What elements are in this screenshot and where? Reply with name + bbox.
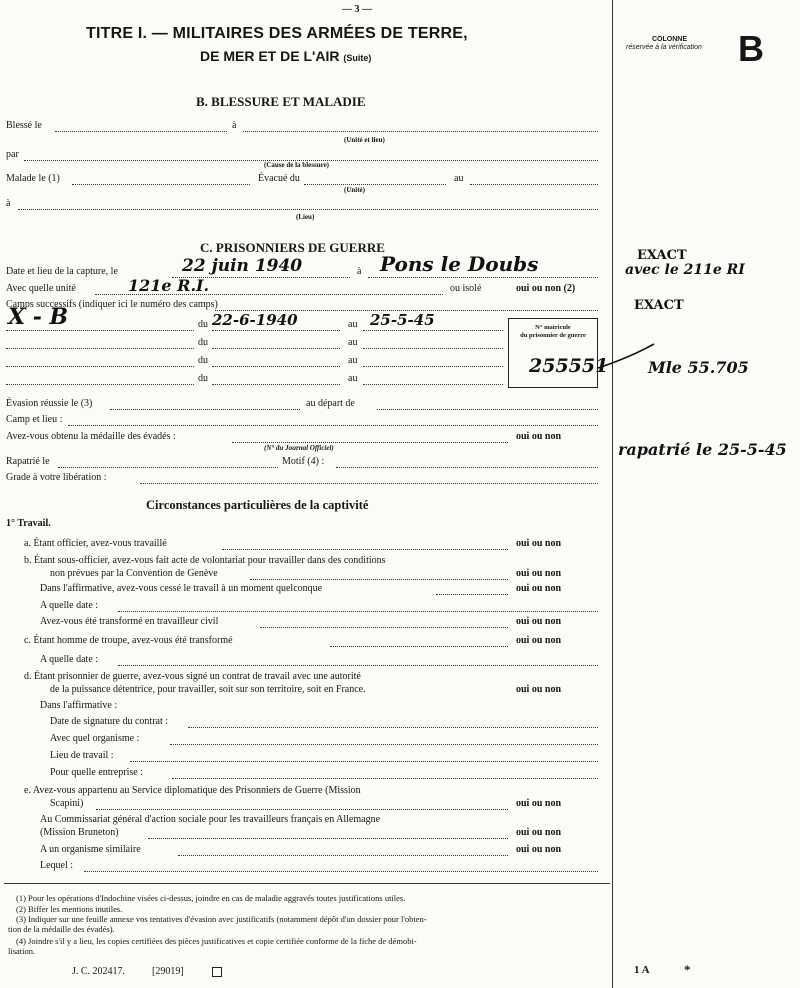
field-au-3[interactable] xyxy=(363,366,503,367)
field-quelle-date[interactable] xyxy=(118,611,598,612)
label-similaire: A un organisme similaire xyxy=(40,844,141,855)
handwritten-unit: 121e R.I. xyxy=(128,276,210,295)
oui-ou-non-commissariat[interactable]: oui ou non xyxy=(516,827,562,838)
label-motif: Motif (4) : xyxy=(282,456,325,467)
field-motif[interactable] xyxy=(336,467,598,468)
field-e[interactable] xyxy=(96,809,508,810)
field-camp-lieu[interactable] xyxy=(68,425,598,426)
footnote-1: (1) Pour les opérations d'Indochine visées ci-dessus, joindre en cas de maladie aggravés toutes justifications utiles. xyxy=(16,893,406,903)
label-camp-lieu: Camp et lieu : xyxy=(6,414,63,425)
footer-ref: J. C. 202417. xyxy=(72,966,126,977)
label-b-line2: non prévues par la Convention de Genève xyxy=(50,568,218,579)
label-lequel: Lequel : xyxy=(40,860,74,871)
oui-ou-non-a[interactable]: oui ou non xyxy=(516,538,562,549)
label-medaille: Avez-vous obtenu la médaille des évadés : xyxy=(6,431,176,442)
oui-ou-non-cesse[interactable]: oui ou non xyxy=(516,583,562,594)
label-du: du xyxy=(198,373,208,384)
oui-ou-non-c[interactable]: oui ou non xyxy=(516,635,562,646)
section-c-title: C. PRISONNIERS DE GUERRE xyxy=(200,240,385,255)
label-malade-le: Malade le (1) xyxy=(6,173,60,184)
footer-star: * xyxy=(684,962,691,977)
field-au-2[interactable] xyxy=(363,348,503,349)
field-organisme[interactable] xyxy=(170,744,598,745)
field-a-officier[interactable] xyxy=(222,549,508,550)
field-au-4[interactable] xyxy=(363,384,503,385)
label-du: du xyxy=(198,337,208,348)
field-quelle-date-2[interactable] xyxy=(118,665,598,666)
label-rapatrie: Rapatrié le xyxy=(6,456,50,467)
field-du-1[interactable] xyxy=(212,330,340,331)
column-divider xyxy=(612,0,613,988)
oui-ou-non-transforme[interactable]: oui ou non xyxy=(516,616,562,627)
field-evacue-au[interactable] xyxy=(470,184,598,185)
handwritten-capture-date: 22 juin 1940 xyxy=(182,256,303,276)
footer-page-code: 1 A xyxy=(634,964,650,976)
page-subtitle: DE MER ET DE L'AIR (Suite) xyxy=(200,48,372,64)
field-du-4[interactable] xyxy=(212,384,340,385)
footnote-3b: tion de la médaille des évadés). xyxy=(8,924,115,934)
label-commissariat-2: (Mission Bruneton) xyxy=(40,827,119,838)
label-commissariat-1: Au Commissariat général d'action sociale pour les travailleurs français en Allemagne xyxy=(40,814,381,825)
field-lequel[interactable] xyxy=(84,871,598,872)
oui-ou-non-2[interactable]: oui ou non (2) xyxy=(516,283,576,294)
footnote-2: (2) Biffer les mentions inutiles. xyxy=(16,904,123,914)
label-evasion: Évasion réussie le (3) xyxy=(6,398,93,409)
field-au-1[interactable] xyxy=(363,330,503,331)
field-similaire[interactable] xyxy=(178,855,508,856)
label-d-line2: de la puissance détentrice, pour travailler, soit sur son territoire, soit en France. xyxy=(50,684,366,695)
label-b-cesse: Dans l'affirmative, avez-vous cessé le travail à un moment quelconque xyxy=(40,583,323,594)
field-transforme[interactable] xyxy=(260,627,508,628)
caption-cause: (Cause de la blessure) xyxy=(264,161,330,169)
oui-ou-non-similaire[interactable]: oui ou non xyxy=(516,844,562,855)
label-travail: 1° Travail. xyxy=(6,518,51,529)
label-b-line1: b. Étant sous-officier, avez-vous fait acte de volontariat pour travailler dans des conditions xyxy=(24,555,386,566)
oui-ou-non-d[interactable]: oui ou non xyxy=(516,684,562,695)
label-d-line1: d. Étant prisonnier de guerre, avez-vous signé un contrat de travail avec une autorité xyxy=(24,671,361,682)
label-du: du xyxy=(198,319,208,330)
label-quelle-date-2: A quelle date : xyxy=(40,654,99,665)
oui-ou-non-b[interactable]: oui ou non xyxy=(516,568,562,579)
handwritten-du-date: 22-6-1940 xyxy=(212,311,298,329)
label-avec-quelle-unite: Avec quelle unité xyxy=(6,283,76,294)
label-au: au xyxy=(348,319,358,330)
caption-unite: (Unité) xyxy=(344,186,365,194)
field-du-2[interactable] xyxy=(212,348,340,349)
field-camp-1[interactable] xyxy=(6,330,194,331)
handwritten-capture-place: Pons le Doubs xyxy=(380,252,539,276)
label-camps: Camps successifs (indiquer ici le numéro des camps) xyxy=(6,299,218,310)
footnote-3a: (3) Indiquer sur une feuille annexe vos tentatives d'évasion avec justificatifs (notamment dépôt d'un dossier pour l'obten- xyxy=(16,914,427,924)
label-entreprise: Pour quelle entreprise : xyxy=(50,767,144,778)
column-header-sub: réservée à la vérification xyxy=(626,44,702,51)
label-a-officier: a. Étant officier, avez-vous travaillé xyxy=(24,538,167,549)
field-commissariat[interactable] xyxy=(148,838,508,839)
footnote-4a: (4) Joindre s'il y a lieu, les copies certifiées des pièces justificatives et copie certifiée conforme de la fiche de démobi- xyxy=(16,936,417,946)
label-au: au xyxy=(348,355,358,366)
footnote-4b: lisation. xyxy=(8,946,36,956)
footer-code: [29019] xyxy=(152,966,184,977)
field-medaille[interactable] xyxy=(232,442,508,443)
field-blesse-le[interactable] xyxy=(55,131,227,132)
matricule-box-sub: du prisonnier de guerre xyxy=(520,332,586,339)
label-au: au xyxy=(454,173,464,184)
stamp-exact-1: EXACT xyxy=(637,248,687,263)
oui-ou-non-medaille[interactable]: oui ou non xyxy=(516,431,562,442)
field-capture-place[interactable] xyxy=(368,277,598,278)
caption-journal: (N° du Journal Officiel) xyxy=(264,444,334,452)
label-grade: Grade à votre libération : xyxy=(6,472,107,483)
field-blesse-a[interactable] xyxy=(243,131,598,132)
label-du: du xyxy=(198,355,208,366)
label-blesse-le: Blessé le xyxy=(6,120,42,131)
field-rapatrie[interactable] xyxy=(58,467,278,468)
label-a: à xyxy=(232,120,237,131)
oui-ou-non-e[interactable]: oui ou non xyxy=(516,798,562,809)
handwritten-exact-note: avec le 211e RI xyxy=(625,262,745,278)
column-header: COLONNE xyxy=(652,36,687,43)
field-camp-4[interactable] xyxy=(6,384,194,385)
footnote-rule xyxy=(4,883,610,884)
field-depart[interactable] xyxy=(377,409,598,410)
handwritten-camp: X - B xyxy=(8,304,69,330)
label-c-troupe: c. Étant homme de troupe, avez-vous été transformé xyxy=(24,635,233,646)
handwritten-arrow xyxy=(596,340,656,370)
handwritten-matricule-note: Mle 55.705 xyxy=(648,358,749,377)
handwritten-rapatrie-note: rapatrié le 25-5-45 xyxy=(618,440,787,459)
label-evacue-du: Évacué du xyxy=(258,173,300,184)
label-au: au xyxy=(348,373,358,384)
handwritten-au-date: 25-5-45 xyxy=(370,311,435,329)
field-lieu-travail[interactable] xyxy=(130,761,598,762)
label-e-line1: e. Avez-vous appartenu au Service diplomatique des Prisonniers de Guerre (Mission xyxy=(24,785,361,796)
column-letter: B xyxy=(738,28,764,69)
field-du-3[interactable] xyxy=(212,366,340,367)
label-a2: à xyxy=(6,198,11,209)
label-dans-affirmative: Dans l'affirmative : xyxy=(40,700,118,711)
page-number: — 3 — xyxy=(342,4,372,15)
label-au: au xyxy=(348,337,358,348)
label-date-signature: Date de signature du contrat : xyxy=(50,716,169,727)
label-au-depart: au départ de xyxy=(306,398,355,409)
label-transforme: Avez-vous été transformé en travailleur civil xyxy=(40,616,219,627)
section-b-title: B. BLESSURE ET MALADIE xyxy=(196,94,366,109)
field-malade-le[interactable] xyxy=(72,184,250,185)
label-capture-a: à xyxy=(357,266,362,277)
stamp-exact-2: EXACT xyxy=(634,298,684,313)
caption-lieu: (Lieu) xyxy=(296,213,315,221)
field-b[interactable] xyxy=(250,579,508,580)
label-quelle-date: A quelle date : xyxy=(40,600,99,611)
matricule-box-label: N° matricule xyxy=(535,324,571,331)
caption-unite-lieu: (Unité et lieu) xyxy=(344,136,385,144)
field-evacue-du[interactable] xyxy=(304,184,446,185)
field-evasion[interactable] xyxy=(110,409,300,410)
field-camp-3[interactable] xyxy=(6,366,194,367)
handwritten-matricule: 255551 xyxy=(529,355,609,377)
label-lieu-travail: Lieu de travail : xyxy=(50,750,114,761)
label-organisme: Avec quel organisme : xyxy=(50,733,140,744)
section-circ-title: Circonstances particulières de la captivité xyxy=(146,498,369,512)
label-par: par xyxy=(6,149,19,160)
label-ou-isole: ou isolé xyxy=(450,283,482,294)
matricule-box[interactable] xyxy=(508,318,609,388)
footer-square-icon xyxy=(212,967,222,977)
field-c-troupe[interactable] xyxy=(330,646,508,647)
label-e-line2: Scapini) xyxy=(50,798,84,809)
page-title: TITRE I. — MILITAIRES DES ARMÉES DE TERRE, xyxy=(86,25,468,42)
field-grade[interactable] xyxy=(140,483,598,484)
field-b-cesse[interactable] xyxy=(436,594,508,595)
field-date-signature[interactable] xyxy=(188,727,598,728)
field-camp-2[interactable] xyxy=(6,348,194,349)
field-a2[interactable] xyxy=(18,209,598,210)
field-entreprise[interactable] xyxy=(172,778,598,779)
label-date-lieu-capture: Date et lieu de la capture, le xyxy=(6,266,118,277)
